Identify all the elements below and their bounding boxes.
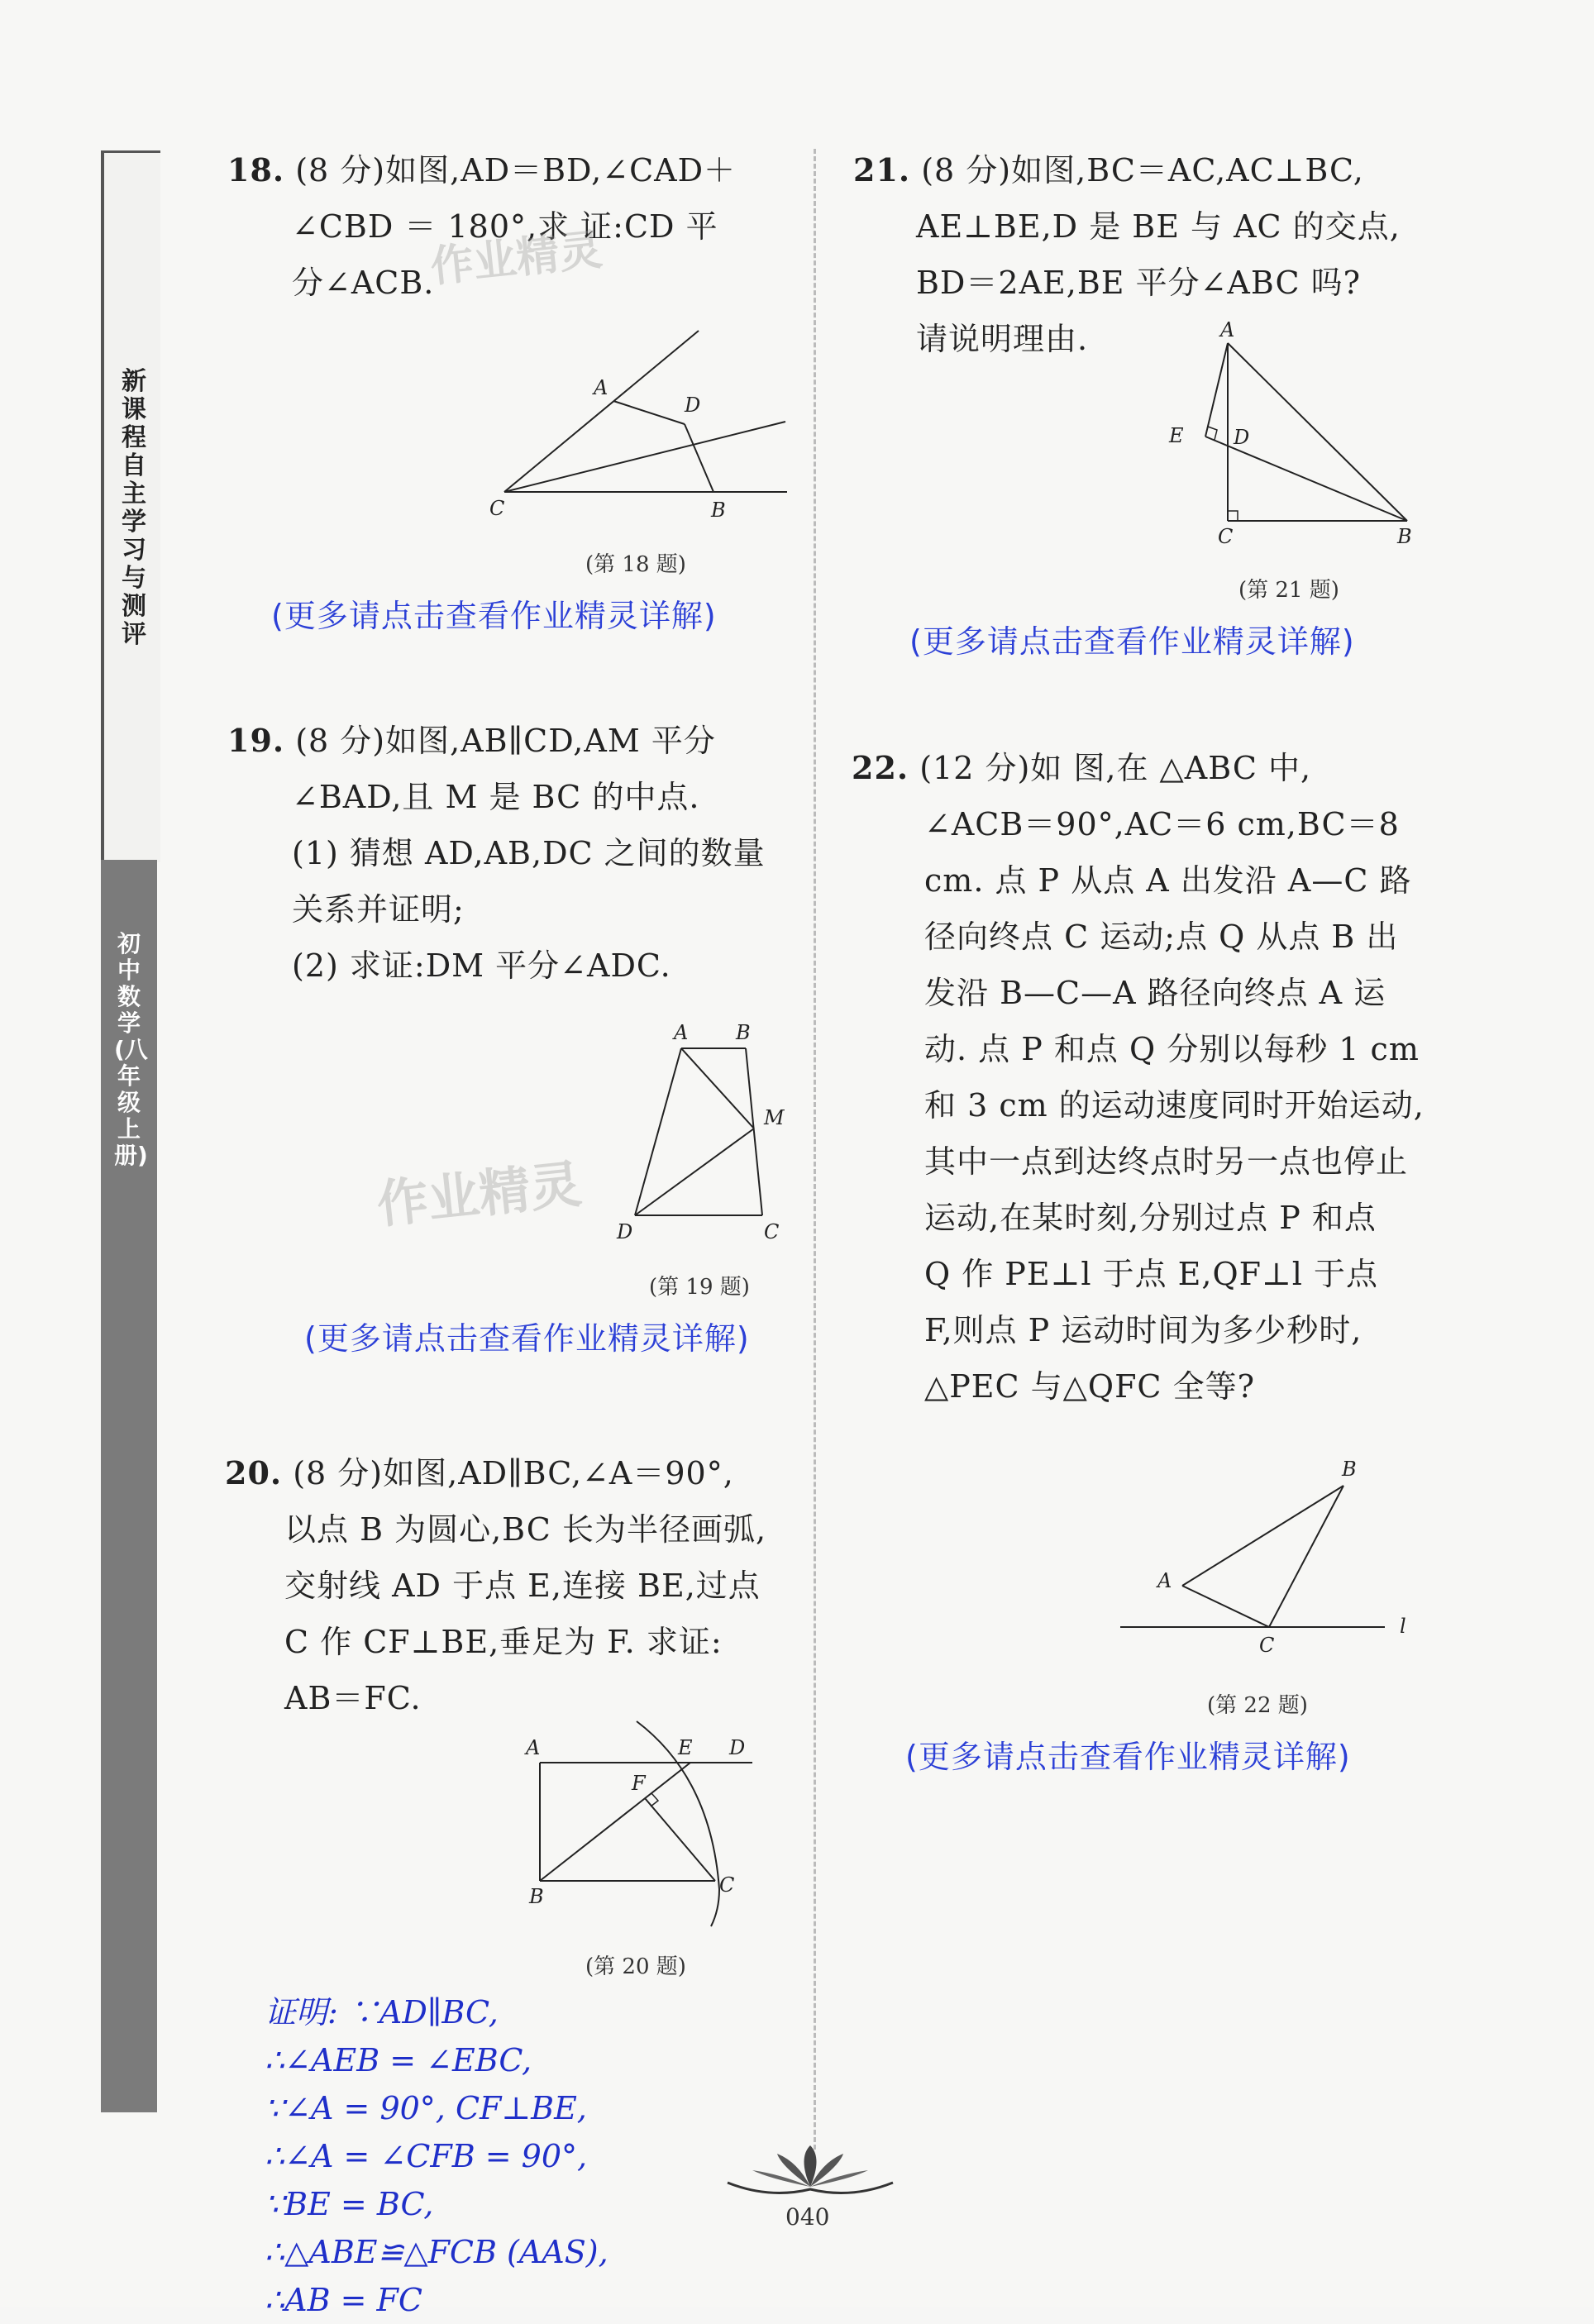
- column-divider: [814, 149, 816, 2150]
- svg-text:D: D: [617, 1220, 633, 1243]
- svg-text:A: A: [1220, 318, 1235, 341]
- svg-text:B: B: [1342, 1458, 1357, 1481]
- q22-line3: cm. 点 P 从点 A 出发沿 A—C 路: [924, 862, 1412, 899]
- subject-text: 初中数学(八年级上册): [114, 930, 148, 1169]
- q20-line2: 以点 B 为圆心,BC 长为半径画弧,: [284, 1511, 767, 1548]
- q18-more-link[interactable]: (更多请点击查看作业精灵详解): [271, 598, 717, 634]
- q22-line5: 发沿 B—C—A 路径向终点 A 运: [924, 975, 1386, 1011]
- q22-more-link[interactable]: (更多请点击查看作业精灵详解): [905, 1739, 1351, 1775]
- svg-text:C: C: [719, 1873, 735, 1897]
- q20-line1: (8 分)如图,AD∥BC,∠A＝90°,: [293, 1455, 734, 1491]
- q18-line1: (8 分)如图,AD＝BD,∠CAD＋: [295, 152, 737, 188]
- q22-caption: (第 22 题): [1207, 1693, 1308, 1718]
- q20-number: 20.: [225, 1454, 283, 1491]
- svg-text:D: D: [1234, 426, 1250, 449]
- q19-more-link[interactable]: (更多请点击查看作业精灵详解): [304, 1320, 750, 1357]
- sidebar-book-title: [101, 150, 160, 862]
- q21-more-link[interactable]: (更多请点击查看作业精灵详解): [909, 623, 1355, 660]
- proof-line7: ∴AB = FC: [265, 2282, 422, 2318]
- q19-line2: ∠BAD,且 M 是 BC 的中点.: [292, 779, 700, 815]
- figure-20: [513, 1711, 761, 1935]
- figure-21: [1157, 318, 1430, 554]
- figure-18: [480, 327, 794, 533]
- book-title-text: 新课程自主学习与测评: [122, 367, 146, 649]
- q21-number: 21.: [853, 151, 911, 188]
- q20-line3: 交射线 AD 于点 E,连接 BE,过点: [284, 1568, 761, 1604]
- svg-text:A: A: [526, 1736, 541, 1759]
- question-19: [227, 713, 766, 994]
- q20-line5: AB＝FC.: [284, 1680, 422, 1716]
- q19-line1: (8 分)如图,AB∥CD,AM 平分: [295, 723, 716, 759]
- q21-line2: AE⊥BE,D 是 BE 与 AC 的交点,: [916, 208, 1401, 245]
- figure-19: [612, 1017, 802, 1248]
- q18-line2: ∠CBD ＝ 180°,求 证:CD 平: [292, 208, 718, 245]
- proof-line6: ∴△ABE≌△FCB (AAS),: [265, 2234, 608, 2270]
- svg-text:E: E: [1169, 424, 1184, 447]
- watermark: 作业精灵: [428, 225, 605, 293]
- question-20: [225, 1445, 766, 1726]
- svg-text:B: B: [1397, 525, 1412, 548]
- q19-caption: (第 19 题): [649, 1275, 750, 1300]
- svg-text:C: C: [489, 497, 505, 520]
- figure-22: [1112, 1451, 1426, 1666]
- svg-text:E: E: [678, 1736, 693, 1759]
- svg-text:C: C: [1259, 1634, 1275, 1657]
- sidebar-subject: [101, 860, 157, 2112]
- q21-line1: (8 分)如图,BC＝AC,AC⊥BC,: [921, 152, 1364, 188]
- q22-line4: 径向终点 C 运动;点 Q 从点 B 出: [924, 919, 1399, 955]
- q22-line9: 运动,在某时刻,分别过点 P 和点: [924, 1200, 1377, 1236]
- svg-text:F: F: [632, 1772, 646, 1795]
- q19-number: 19.: [227, 722, 285, 759]
- q22-line12: △PEC 与△QFC 全等?: [924, 1368, 1255, 1405]
- svg-text:B: B: [736, 1021, 751, 1044]
- q22-line1: (12 分)如 图,在 △ABC 中,: [919, 750, 1312, 786]
- question-22: [852, 740, 1425, 1415]
- q22-line10: Q 作 PE⊥l 于点 E,QF⊥l 于点: [924, 1256, 1378, 1292]
- q22-number: 22.: [852, 749, 909, 786]
- q22-line8: 其中一点到达终点时另一点也停止: [924, 1143, 1409, 1180]
- svg-text:C: C: [1218, 525, 1234, 548]
- proof-line5: ∵BE = BC,: [265, 2186, 434, 2222]
- ornament-icon: [719, 2141, 901, 2207]
- svg-text:A: A: [674, 1021, 689, 1044]
- q21-line3: BD＝2AE,BE 平分∠ABC 吗?: [916, 265, 1362, 301]
- q18-line3: 分∠ACB.: [292, 265, 435, 301]
- q19-line3: (1) 猜想 AD,AB,DC 之间的数量: [292, 835, 766, 871]
- q18-caption: (第 18 题): [585, 552, 686, 577]
- proof-line3: ∵∠A = 90°, CF⊥BE,: [265, 2090, 587, 2126]
- svg-text:D: D: [685, 394, 701, 417]
- proof-line2: ∴∠AEB = ∠EBC,: [265, 2042, 532, 2078]
- proof-line1: 证明: ∵AD∥BC,: [265, 1994, 499, 2031]
- svg-text:C: C: [764, 1220, 780, 1243]
- q19-line4: 关系并证明;: [292, 891, 465, 928]
- q22-line6: 动. 点 P 和点 Q 分别以每秒 1 cm: [924, 1031, 1420, 1067]
- q20-caption: (第 20 题): [585, 1954, 686, 1979]
- svg-text:B: B: [529, 1885, 544, 1908]
- svg-text:l: l: [1400, 1615, 1406, 1638]
- watermark: 作业精灵: [374, 1153, 585, 1235]
- svg-text:M: M: [764, 1106, 785, 1129]
- q20-line4: C 作 CF⊥BE,垂足为 F. 求证:: [284, 1624, 723, 1660]
- q19-line5: (2) 求证:DM 平分∠ADC.: [292, 947, 671, 984]
- svg-text:A: A: [594, 376, 608, 399]
- svg-text:A: A: [1157, 1569, 1172, 1592]
- page-number: 040: [785, 2203, 830, 2231]
- q22-line11: F,则点 P 运动时间为多少秒时,: [924, 1312, 1363, 1348]
- q21-caption: (第 21 题): [1238, 578, 1339, 603]
- q21-line4: 请说明理由.: [916, 321, 1089, 357]
- q20-proof: [265, 1988, 608, 2324]
- svg-text:B: B: [711, 499, 726, 522]
- svg-text:D: D: [729, 1736, 746, 1759]
- q22-line2: ∠ACB＝90°,AC＝6 cm,BC＝8: [924, 806, 1400, 842]
- q22-line7: 和 3 cm 的运动速度同时开始运动,: [924, 1087, 1425, 1124]
- proof-line4: ∴∠A = ∠CFB = 90°,: [265, 2138, 588, 2174]
- q18-number: 18.: [227, 151, 285, 188]
